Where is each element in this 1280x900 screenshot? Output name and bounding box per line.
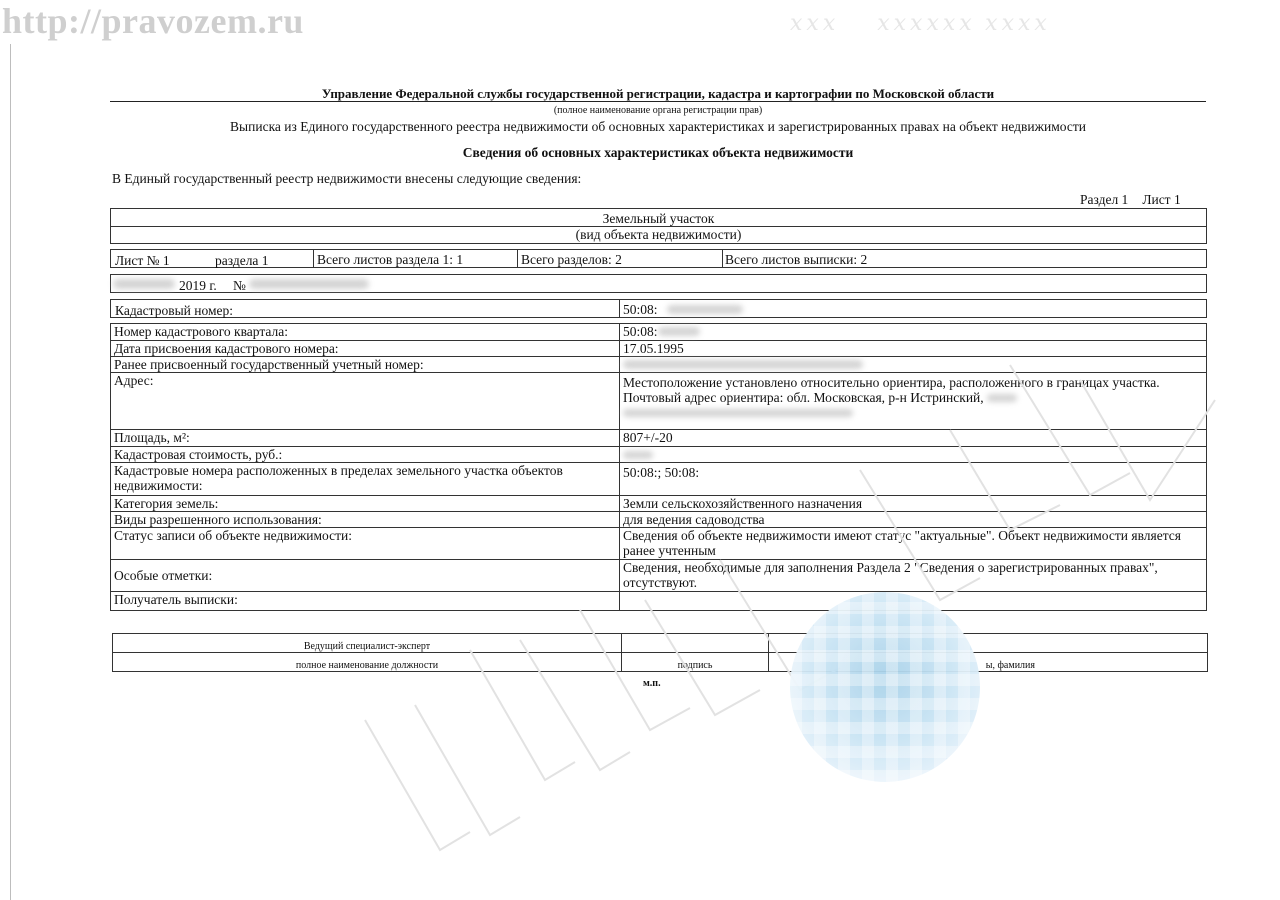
row-label: Кадастровая стоимость, руб.:: [111, 447, 620, 463]
row-value: Сведения об объекте недвижимости имеют статус "актуальные". Объект недвижимости является ранее учтенным: [620, 528, 1207, 560]
sheet-of-section: раздела 1: [215, 253, 269, 268]
row-value-text: 50:08:: [623, 324, 658, 339]
row-label: Кадастровые номера расположенных в пределах земельного участка объектов недвижимости:: [111, 463, 620, 496]
organization-note: (полное наименование органа регистрации прав): [553, 105, 763, 116]
row-value: Сведения, необходимые для заполнения Раздела 2 "Сведения о зарегистрированных правах", отсутствуют.: [620, 560, 1207, 592]
row-value: 17.05.1995: [620, 341, 1207, 357]
row-label: Категория земель:: [111, 496, 620, 512]
object-type: Земельный участок: [602, 211, 715, 226]
row-label: Номер кадастрового квартала:: [111, 324, 620, 341]
row-value: для ведения садоводства: [620, 512, 1207, 528]
total-sheets-extract: Всего листов выписки: 2: [725, 252, 868, 267]
row-value-text: 50:08:; 50:08:: [623, 465, 700, 480]
row-label: Адрес:: [111, 373, 620, 430]
site-watermark: http://pravozem.ru: [2, 1, 304, 41]
row-value: Земли сельскохозяйственного назначения: [620, 496, 1207, 512]
total-sections: Всего разделов: 2: [521, 252, 622, 267]
cadastral-number-label: Кадастровый номер:: [115, 303, 234, 318]
row-label: Ранее присвоенный государственный учетный номер:: [111, 357, 620, 373]
cadastral-number-value: 50:08:: [623, 302, 658, 317]
section-title: Сведения об основных характеристиках объекта недвижимости: [462, 145, 854, 160]
intro-text: В Единый государственный реестр недвижимости внесены следующие сведения:: [112, 171, 582, 186]
section-label: Раздел 1: [1080, 192, 1129, 207]
row-label: Дата присвоения кадастрового номера:: [111, 341, 620, 357]
row-label-text: Особые отметки:: [114, 568, 213, 583]
row-label: Площадь, м²:: [111, 430, 620, 447]
sign-caption: подпись: [622, 653, 769, 672]
extract-title: Выписка из Единого государственного реестра недвижимости об основных характеристиках и зарегистрированных правах на объект недвижимости: [230, 119, 1086, 134]
sheet-label: Лист 1: [1142, 192, 1181, 207]
position-caption: полное наименование должности: [113, 653, 622, 672]
number-label: №: [233, 278, 246, 293]
handwritten-scribble: 𝑥𝑥𝑥 𝑥𝑥𝑥𝑥𝑥𝑥 𝑥𝑥𝑥𝑥: [790, 10, 1051, 35]
row-label: Виды разрешенного использования:: [111, 512, 620, 528]
date-year: 2019 г.: [179, 278, 217, 293]
row-label: Статус записи об объекте недвижимости:: [111, 528, 620, 560]
seal-stamp: [790, 592, 980, 782]
row-value-text: Местоположение установлено относительно ориентира, расположенного в границах участка. Почтовый адрес ориентира: обл. Московская, р-н Истринский,: [623, 375, 1160, 405]
row-value: 807+/-20: [620, 430, 1207, 447]
organization-name: Управление Федеральной службы государственной регистрации, кадастра и картографии по Московской области: [321, 86, 995, 101]
position-cell: Ведущий специалист-эксперт: [113, 634, 622, 653]
object-type-note: (вид объекта недвижимости): [575, 227, 742, 242]
total-sheets-section: Всего листов раздела 1: 1: [317, 252, 464, 267]
row-label: Получатель выписки:: [111, 592, 620, 611]
sheet-number: Лист № 1: [115, 253, 170, 268]
stamp-place-label: м.п.: [643, 678, 661, 689]
name-caption: ы, фамилия: [769, 653, 1208, 672]
